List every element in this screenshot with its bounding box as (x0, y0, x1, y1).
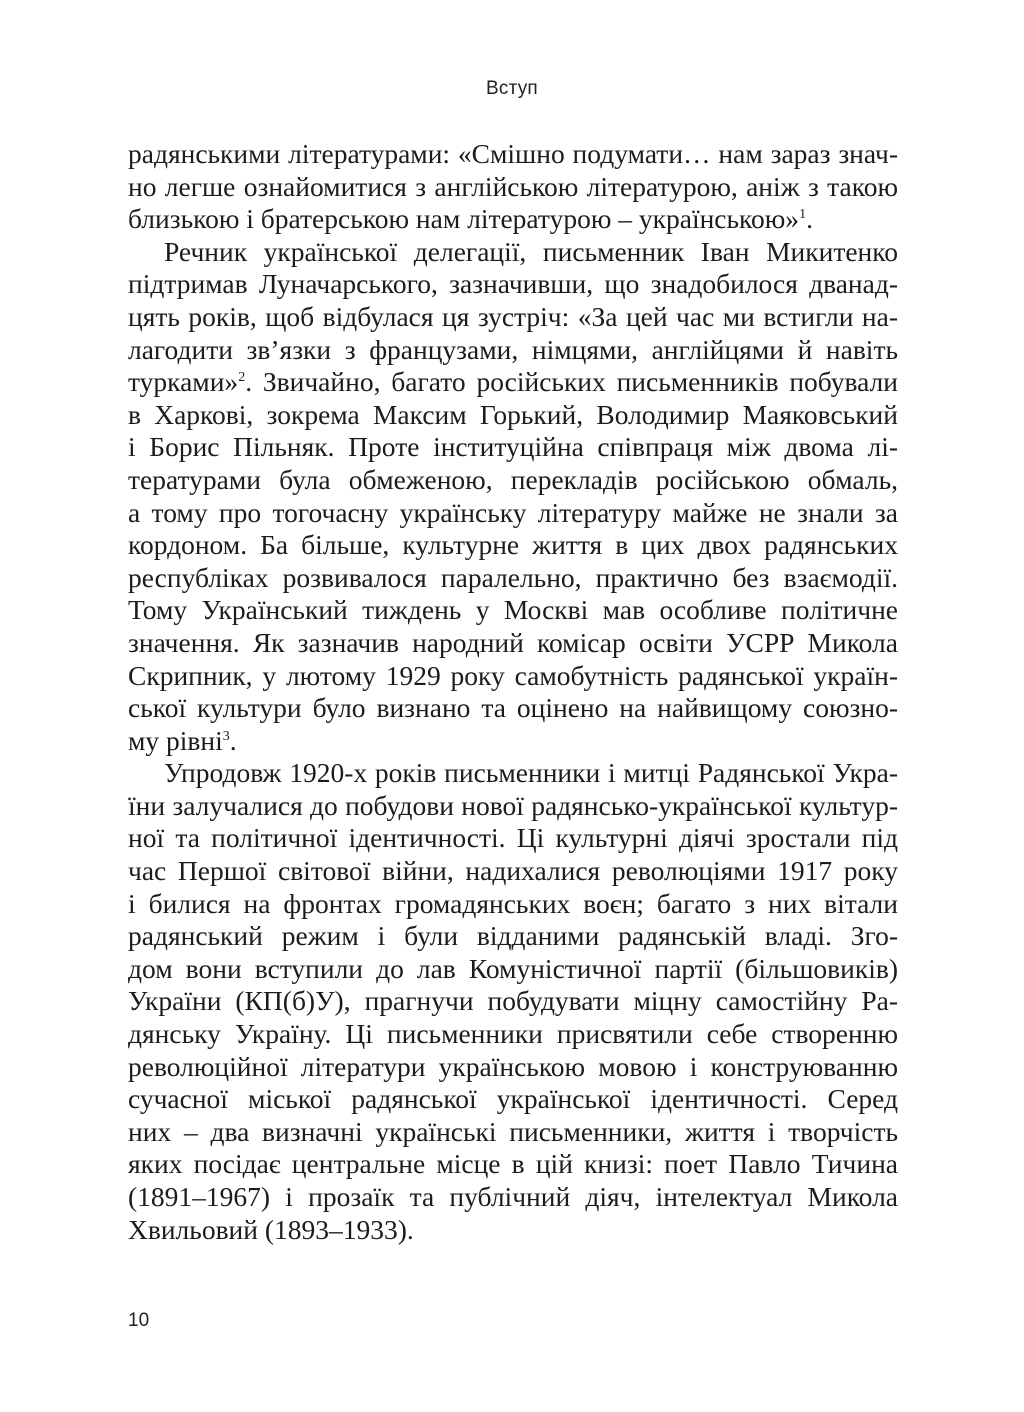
text-line (128, 1214, 898, 1247)
footnote-marker[interactable]: 3 (222, 728, 230, 744)
line-text: ської культури було визнано та оцінено на найвищому союзно- (128, 692, 898, 724)
text-line (128, 1148, 898, 1181)
text-line (128, 725, 898, 758)
line-text: тературами була обмеженою, перекладів російською обмаль, (128, 463, 898, 495)
text-line (128, 790, 898, 823)
line-text: а тому про тогочасну українську літературу майже не знали за (128, 496, 898, 528)
line-text: лагодити зв’язки з французами, німцями, англійцями й навіть (128, 333, 898, 365)
text-line (128, 627, 898, 660)
line-text: Упродовж 1920-х років письменники і митці Радянської Укра- (164, 757, 898, 789)
text-line (128, 268, 898, 301)
body-text (128, 138, 898, 1246)
line-text: дянську Україну. Ці письменники присвятили себе створенню (128, 1018, 898, 1050)
text-line (128, 692, 898, 725)
line-text: час Першої світової війни, надихалися революціями 1917 року (128, 855, 898, 887)
text-line (128, 366, 898, 399)
line-text-continued: . Звичайно, багато російських письменників побували (245, 366, 898, 398)
line-text: республіках розвивалося паралельно, практично без взаємодії. (128, 561, 898, 593)
line-text: но легше ознайомитися з англійською літературою, аніж з такою (128, 170, 898, 202)
text-line (128, 497, 898, 530)
footnote-marker[interactable]: 2 (238, 370, 246, 385)
line-text: му рівні (128, 724, 223, 756)
text-line (128, 1018, 898, 1051)
text-line (128, 920, 898, 953)
line-text: яких посідає центральне місце в цій книзі: поет Павло Тичина (128, 1148, 898, 1180)
text-line (128, 529, 898, 562)
text-line (128, 301, 898, 334)
text-line (128, 660, 898, 693)
line-text: їни залучалися до побудови нової радянсько-української культур- (128, 789, 898, 821)
line-text: і Борис Пільняк. Проте інституційна співпраця між двома лі- (128, 431, 898, 463)
line-text: них – два визначні українські письменники, життя і творчість (128, 1115, 898, 1147)
text-line (128, 1116, 898, 1149)
text-line (128, 1181, 898, 1214)
line-text: ної та політичної ідентичності. Ці культурні діячі зростали під (128, 822, 898, 854)
line-text: кордоном. Ба більше, культурне життя в цих двох радянських (128, 529, 898, 561)
line-text: революційної літератури українською мовою і конструюванню (128, 1050, 898, 1082)
paragraph (128, 138, 898, 236)
line-text: цять років, щоб відбулася ця зустріч: «За цей час ми встигли на- (128, 300, 898, 332)
line-text: радянський режим і були відданими радянській владі. Зго- (128, 920, 898, 952)
line-text: підтримав Луначарського, зазначивши, що знадобилося дванад- (128, 268, 898, 300)
text-line (128, 888, 898, 921)
line-text: в Харкові, зокрема Максим Горький, Володимир Маяковський (128, 398, 898, 430)
text-line (128, 138, 898, 171)
line-text: (1891–1967) і прозаїк та публічний діяч, інтелектуал Микола (128, 1181, 898, 1212)
line-text: Речник української делегації, письменник Іван Микитенко (164, 235, 898, 267)
line-text-continued: . (229, 724, 237, 756)
line-text: значення. Як зазначив народний комісар освіти УСРР Микола (128, 626, 898, 658)
text-line (128, 399, 898, 432)
text-line (128, 1083, 898, 1116)
footnote-marker[interactable]: 1 (799, 207, 807, 223)
line-text: Хвильовий (1893–1933). (128, 1213, 414, 1245)
line-text: близькою і братерською нам літературою – українською» (128, 203, 800, 235)
line-text: радянськими літературами: «Смішно подумати… нам зараз знач- (128, 138, 898, 169)
line-text-continued: . (806, 203, 813, 235)
paragraph (128, 757, 898, 1246)
line-text: дом вони вступили до лав Комуністичної партії (більшовиків) (128, 952, 898, 984)
line-text: турками» (128, 366, 239, 398)
running-head: Вступ (486, 78, 538, 99)
line-text: і билися на фронтах громадянських воєн; багато з них вітали (128, 887, 898, 919)
line-text: сучасної міської радянської української ідентичності. Серед (128, 1083, 898, 1115)
text-line (128, 757, 898, 790)
text-line (128, 236, 898, 269)
text-line (128, 855, 898, 888)
text-line (128, 203, 898, 236)
text-line (128, 1051, 898, 1084)
text-line (128, 562, 898, 595)
paragraph (128, 236, 898, 758)
text-line (128, 822, 898, 855)
text-line (128, 334, 898, 367)
line-text: Скрипник, у лютому 1929 року самобутність радянської україн- (128, 659, 898, 691)
text-line (128, 953, 898, 986)
text-line (128, 431, 898, 464)
line-text: України (КП(б)У), прагнучи побудувати міцну самостійну Ра- (128, 985, 898, 1017)
page-number: 10 (128, 1310, 150, 1331)
text-line (128, 171, 898, 204)
text-line (128, 464, 898, 497)
text-line (128, 594, 898, 627)
line-text: Тому Український тиждень у Москві мав особливе політичне (128, 594, 898, 626)
text-line (128, 985, 898, 1018)
